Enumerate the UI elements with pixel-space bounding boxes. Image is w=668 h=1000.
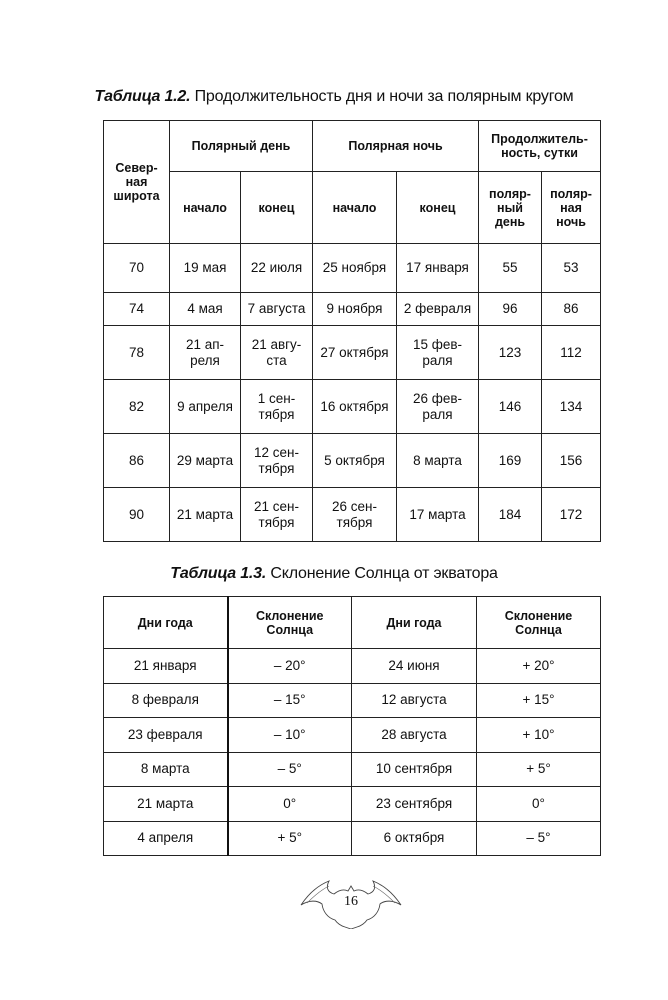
polar-day-night-table [103,120,601,542]
header-duration-night: поляр-ная ночь [542,172,601,244]
table-cell: 25 ноября [313,244,397,293]
table-cell: 21 января [104,649,228,684]
table-cell: 86 [104,434,170,488]
table-cell: 146 [479,380,542,434]
table-cell: 9 апреля [170,380,241,434]
table-row [104,293,601,326]
table-cell: – 15° [228,683,352,718]
table-cell: 4 мая [170,293,241,326]
table-row [104,718,601,753]
table-cell: – 10° [228,718,352,753]
table-cell: 96 [479,293,542,326]
header-days-1: Дни года [104,597,228,649]
table-cell: 5 октября [313,434,397,488]
table-cell: + 5° [228,821,352,856]
table-cell: – 5° [477,821,601,856]
table-cell: 28 августа [352,718,477,753]
table-cell: 4 апреля [104,821,228,856]
table-row [104,649,601,684]
header-day-start: начало [170,172,241,244]
table-cell: 78 [104,326,170,380]
table-row [104,488,601,542]
table-cell: 90 [104,488,170,542]
table-cell: 7 августа [241,293,313,326]
header-duration-day: поляр-ный день [479,172,542,244]
table-row [104,326,601,380]
table-row [104,434,601,488]
table-cell: 8 марта [104,752,228,787]
table-cell: 23 февраля [104,718,228,753]
table-cell: 0° [228,787,352,822]
table-cell: 26 сен-тября [313,488,397,542]
table-cell: 21 марта [104,787,228,822]
table-cell: 134 [542,380,601,434]
table-cell: 156 [542,434,601,488]
table-cell: 26 фев-раля [397,380,479,434]
table-cell: 19 мая [170,244,241,293]
table-cell: 74 [104,293,170,326]
table-cell: 24 июня [352,649,477,684]
table-cell: 2 февраля [397,293,479,326]
table-cell: 55 [479,244,542,293]
table-cell: 8 февраля [104,683,228,718]
table-cell: 53 [542,244,601,293]
table-row [104,821,601,856]
table-cell: 10 сентября [352,752,477,787]
page-number: 16 [344,894,358,909]
sun-declination-table [103,596,601,856]
table-cell: 86 [542,293,601,326]
header-days-2: Дни года [352,597,477,649]
table-cell: 17 января [397,244,479,293]
table-cell: + 5° [477,752,601,787]
table-cell: 21 ап-реля [170,326,241,380]
table-cell: 6 октября [352,821,477,856]
declination-table-body [104,649,601,856]
table-cell: 12 сен-тября [241,434,313,488]
table-cell: 16 октября [313,380,397,434]
table-cell: 112 [542,326,601,380]
table-cell: 1 сен-тября [241,380,313,434]
table-cell: + 10° [477,718,601,753]
table-cell: + 15° [477,683,601,718]
table-cell: 22 июля [241,244,313,293]
table-cell: 0° [477,787,601,822]
table-cell: – 20° [228,649,352,684]
header-polar-night: Полярная ночь [313,121,479,172]
table-cell: 169 [479,434,542,488]
table-cell: 15 фев-раля [397,326,479,380]
header-declination-1: Склонение Солнца [228,597,352,649]
table-row [104,683,601,718]
header-latitude: Север-ная широта [104,121,170,244]
table-cell: + 20° [477,649,601,684]
header-duration: Продолжитель-ность, сутки [479,121,601,172]
header-polar-day: Полярный день [170,121,313,172]
table-1-2-caption [0,88,668,106]
table-1-2-caption-text: Продолжительность дня и ночи за полярным кругом [190,88,574,105]
table-cell: 21 авгу-ста [241,326,313,380]
table-cell: 82 [104,380,170,434]
table-cell: 8 марта [397,434,479,488]
header-night-end: конец [397,172,479,244]
table-cell: 29 марта [170,434,241,488]
table-1-3-caption-text: Склонение Солнца от экватора [266,565,498,582]
table-cell: 123 [479,326,542,380]
table-cell: – 5° [228,752,352,787]
table-cell: 17 марта [397,488,479,542]
header-day-end: конец [241,172,313,244]
table-cell: 21 сен-тября [241,488,313,542]
table-1-3-caption [0,565,668,583]
table-cell: 27 октября [313,326,397,380]
table-row [104,787,601,822]
table-cell: 184 [479,488,542,542]
table-1-2-caption-label: Таблица 1.2. [94,88,191,105]
table-row [104,752,601,787]
polar-table-body [104,244,601,542]
table-cell: 23 сентября [352,787,477,822]
table-cell: 70 [104,244,170,293]
header-declination-2: Склонение Солнца [477,597,601,649]
table-row [104,244,601,293]
table-cell: 9 ноября [313,293,397,326]
page-footer [299,879,403,929]
table-cell: 172 [542,488,601,542]
table-row [104,380,601,434]
header-night-start: начало [313,172,397,244]
table-1-3-caption-label: Таблица 1.3. [170,565,267,582]
table-cell: 21 марта [170,488,241,542]
table-cell: 12 августа [352,683,477,718]
